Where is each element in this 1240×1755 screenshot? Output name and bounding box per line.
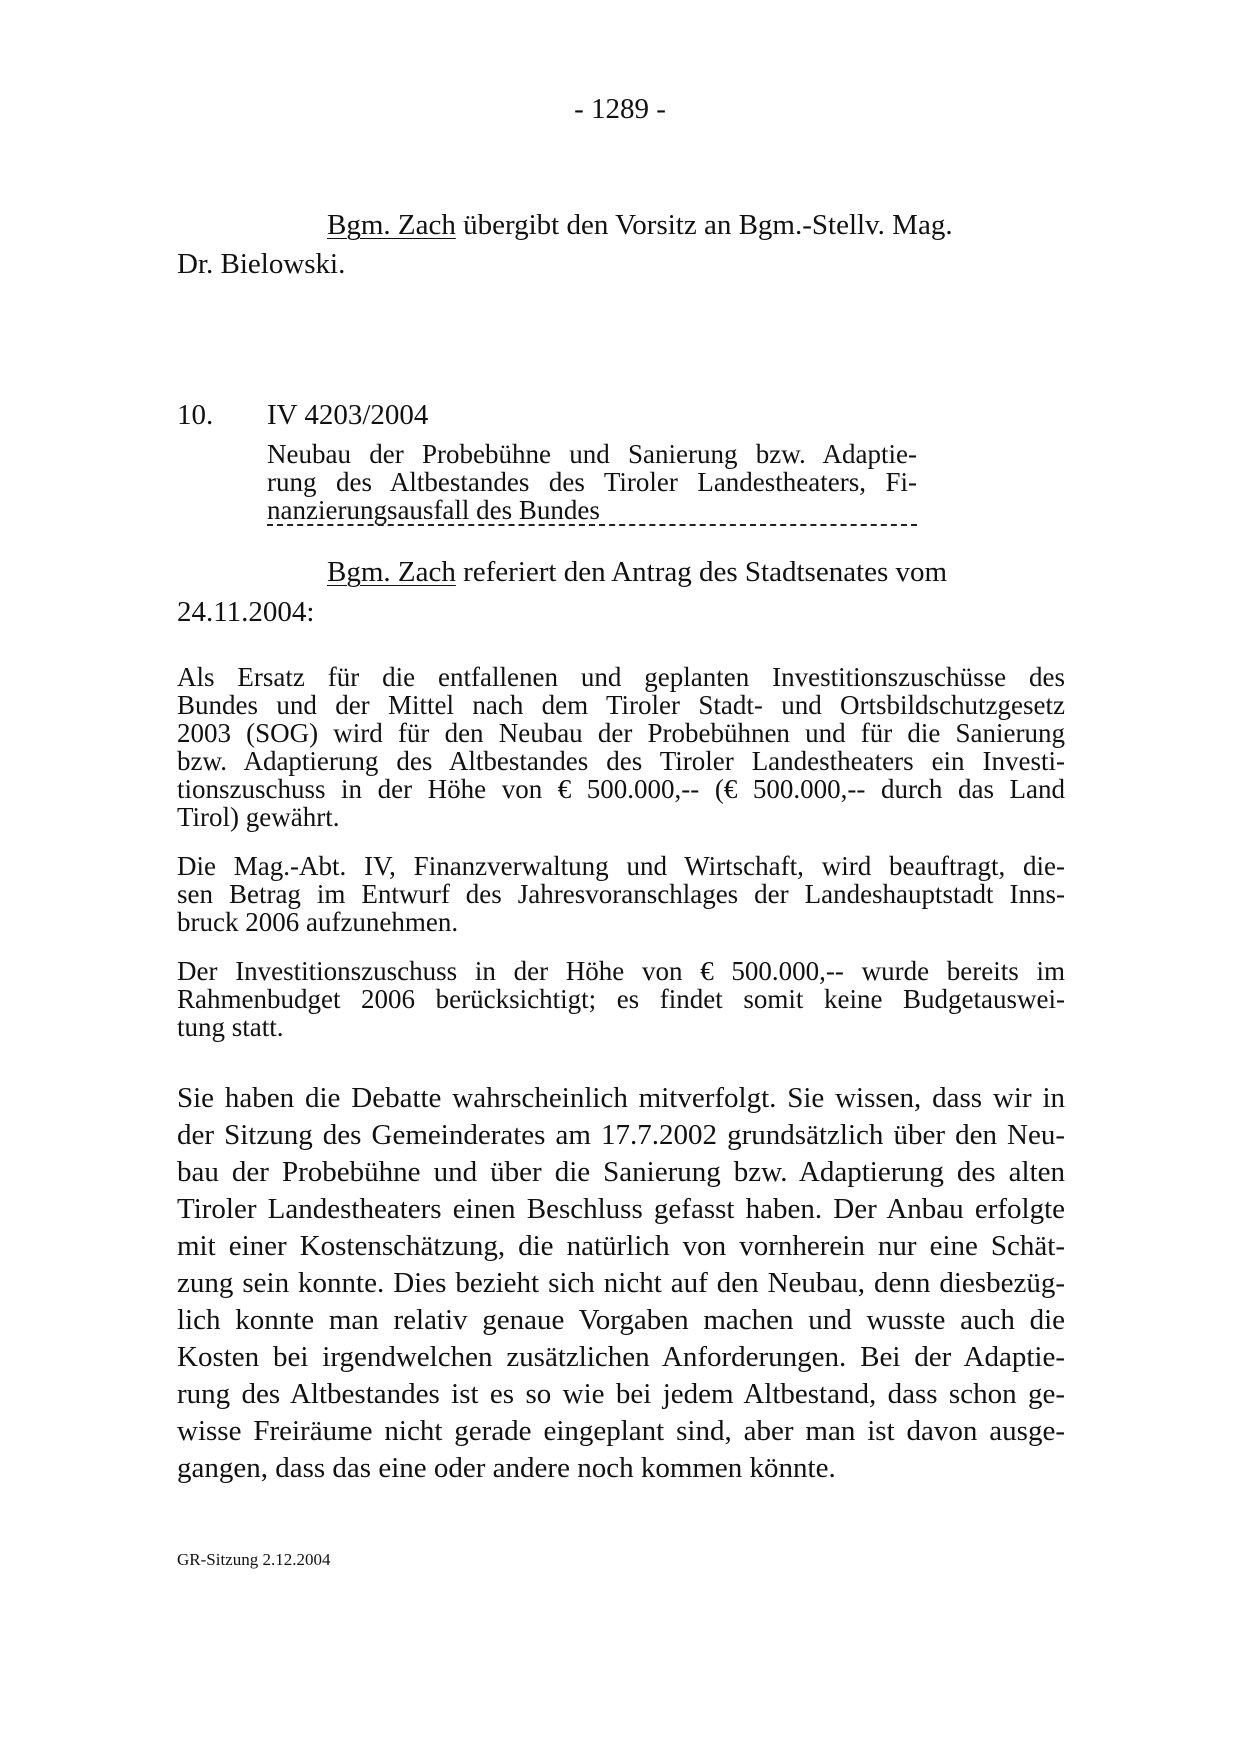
speech-line: rung des Altbestandes ist es so wie bei jedem Altbestand, dass schon ge- [177, 1378, 1065, 1410]
speech-paragraph [177, 1080, 1065, 1487]
motion-paragraph [177, 852, 1065, 936]
motion-line: tung statt. [177, 1012, 284, 1042]
motion-line: bzw. Adaptierung des Altbestandes des Tiroler Landestheaters ein Investi- [177, 746, 1065, 776]
speech-line: mit einer Kostenschätzung, die natürlich von vornherein nur eine Schät- [177, 1230, 1065, 1262]
subject-line: rung des Altbestandes des Tiroler Landestheaters, Fi- [267, 467, 917, 497]
agenda-item-subject [267, 440, 917, 524]
motion-paragraph [177, 957, 1065, 1041]
handover-text: übergibt den Vorsitz an Bgm.-Stellv. Mag. [463, 209, 953, 241]
motion-paragraph [177, 663, 1065, 831]
speech-line: bau der Probebühne und über die Sanierung bzw. Adaptierung des alten [177, 1156, 1065, 1188]
handover-statement [327, 208, 953, 242]
speech-line: lich konnte man relativ genaue Vorgaben machen und wusste auch die [177, 1304, 1065, 1336]
handover-speaker: Bgm. Zach [327, 209, 456, 241]
dashed-divider [267, 524, 917, 526]
motion-line: Rahmenbudget 2006 berücksichtigt; es findet somit keine Budgetauswei- [177, 984, 1065, 1014]
motion-line: 2003 (SOG) wird für den Neubau der Probebühnen und für die Sanierung [177, 718, 1065, 748]
motion-line: Tirol) gewährt. [177, 802, 340, 832]
motion-line: Die Mag.-Abt. IV, Finanzverwaltung und Wirtschaft, wird beauftragt, die- [177, 851, 1065, 881]
subject-line: Neubau der Probebühne und Sanierung bzw. Adaptie- [267, 439, 917, 469]
speech-line: wisse Freiräume nicht gerade eingeplant sind, aber man ist davon ausge- [177, 1415, 1065, 1447]
speech-line: zung sein konnte. Dies bezieht sich nicht auf den Neubau, denn diesbezüg- [177, 1267, 1065, 1299]
motion-line: Bundes und der Mittel nach dem Tiroler Stadt- und Ortsbildschutzgesetz [177, 690, 1065, 720]
motion-line: tionszuschuss in der Höhe von € 500.000,-- (€ 500.000,-- durch das Land [177, 774, 1065, 804]
speech-line: Kosten bei irgendwelchen zusätzlichen Anforderungen. Bei der Adaptie- [177, 1341, 1065, 1373]
speech-line: Tiroler Landestheaters einen Beschluss gefasst haben. Der Anbau erfolgte [177, 1193, 1065, 1225]
page-number: - 1289 - [574, 93, 666, 125]
speech-line: Sie haben die Debatte wahrscheinlich mitverfolgt. Sie wissen, dass wir in [177, 1082, 1065, 1114]
handover-continuation: Dr. Bielowski. [177, 248, 346, 280]
report-speaker: Bgm. Zach [327, 556, 456, 588]
report-date: 24.11.2004: [177, 596, 315, 628]
agenda-item-reference: IV 4203/2004 [267, 399, 429, 431]
subject-line: nanzierungsausfall des Bundes [267, 495, 600, 525]
motion-line: bruck 2006 aufzunehmen. [177, 907, 459, 937]
speech-line: gangen, dass das eine oder andere noch kommen könnte. [177, 1452, 836, 1484]
motion-line: Der Investitionszuschuss in der Höhe von € 500.000,-- wurde bereits im [177, 956, 1065, 986]
motion-line: Als Ersatz für die entfallenen und geplanten Investitionszuschüsse des [177, 662, 1065, 692]
footer-session-label: GR-Sitzung 2.12.2004 [177, 1550, 331, 1569]
speech-line: der Sitzung des Gemeinderates am 17.7.2002 grundsätzlich über den Neu- [177, 1119, 1065, 1151]
report-statement [327, 555, 947, 589]
motion-line: sen Betrag im Entwurf des Jahresvoranschlages der Landeshauptstadt Inns- [177, 879, 1065, 909]
agenda-item-number: 10. [177, 399, 214, 431]
report-text: referiert den Antrag des Stadtsenates vom [463, 556, 948, 588]
